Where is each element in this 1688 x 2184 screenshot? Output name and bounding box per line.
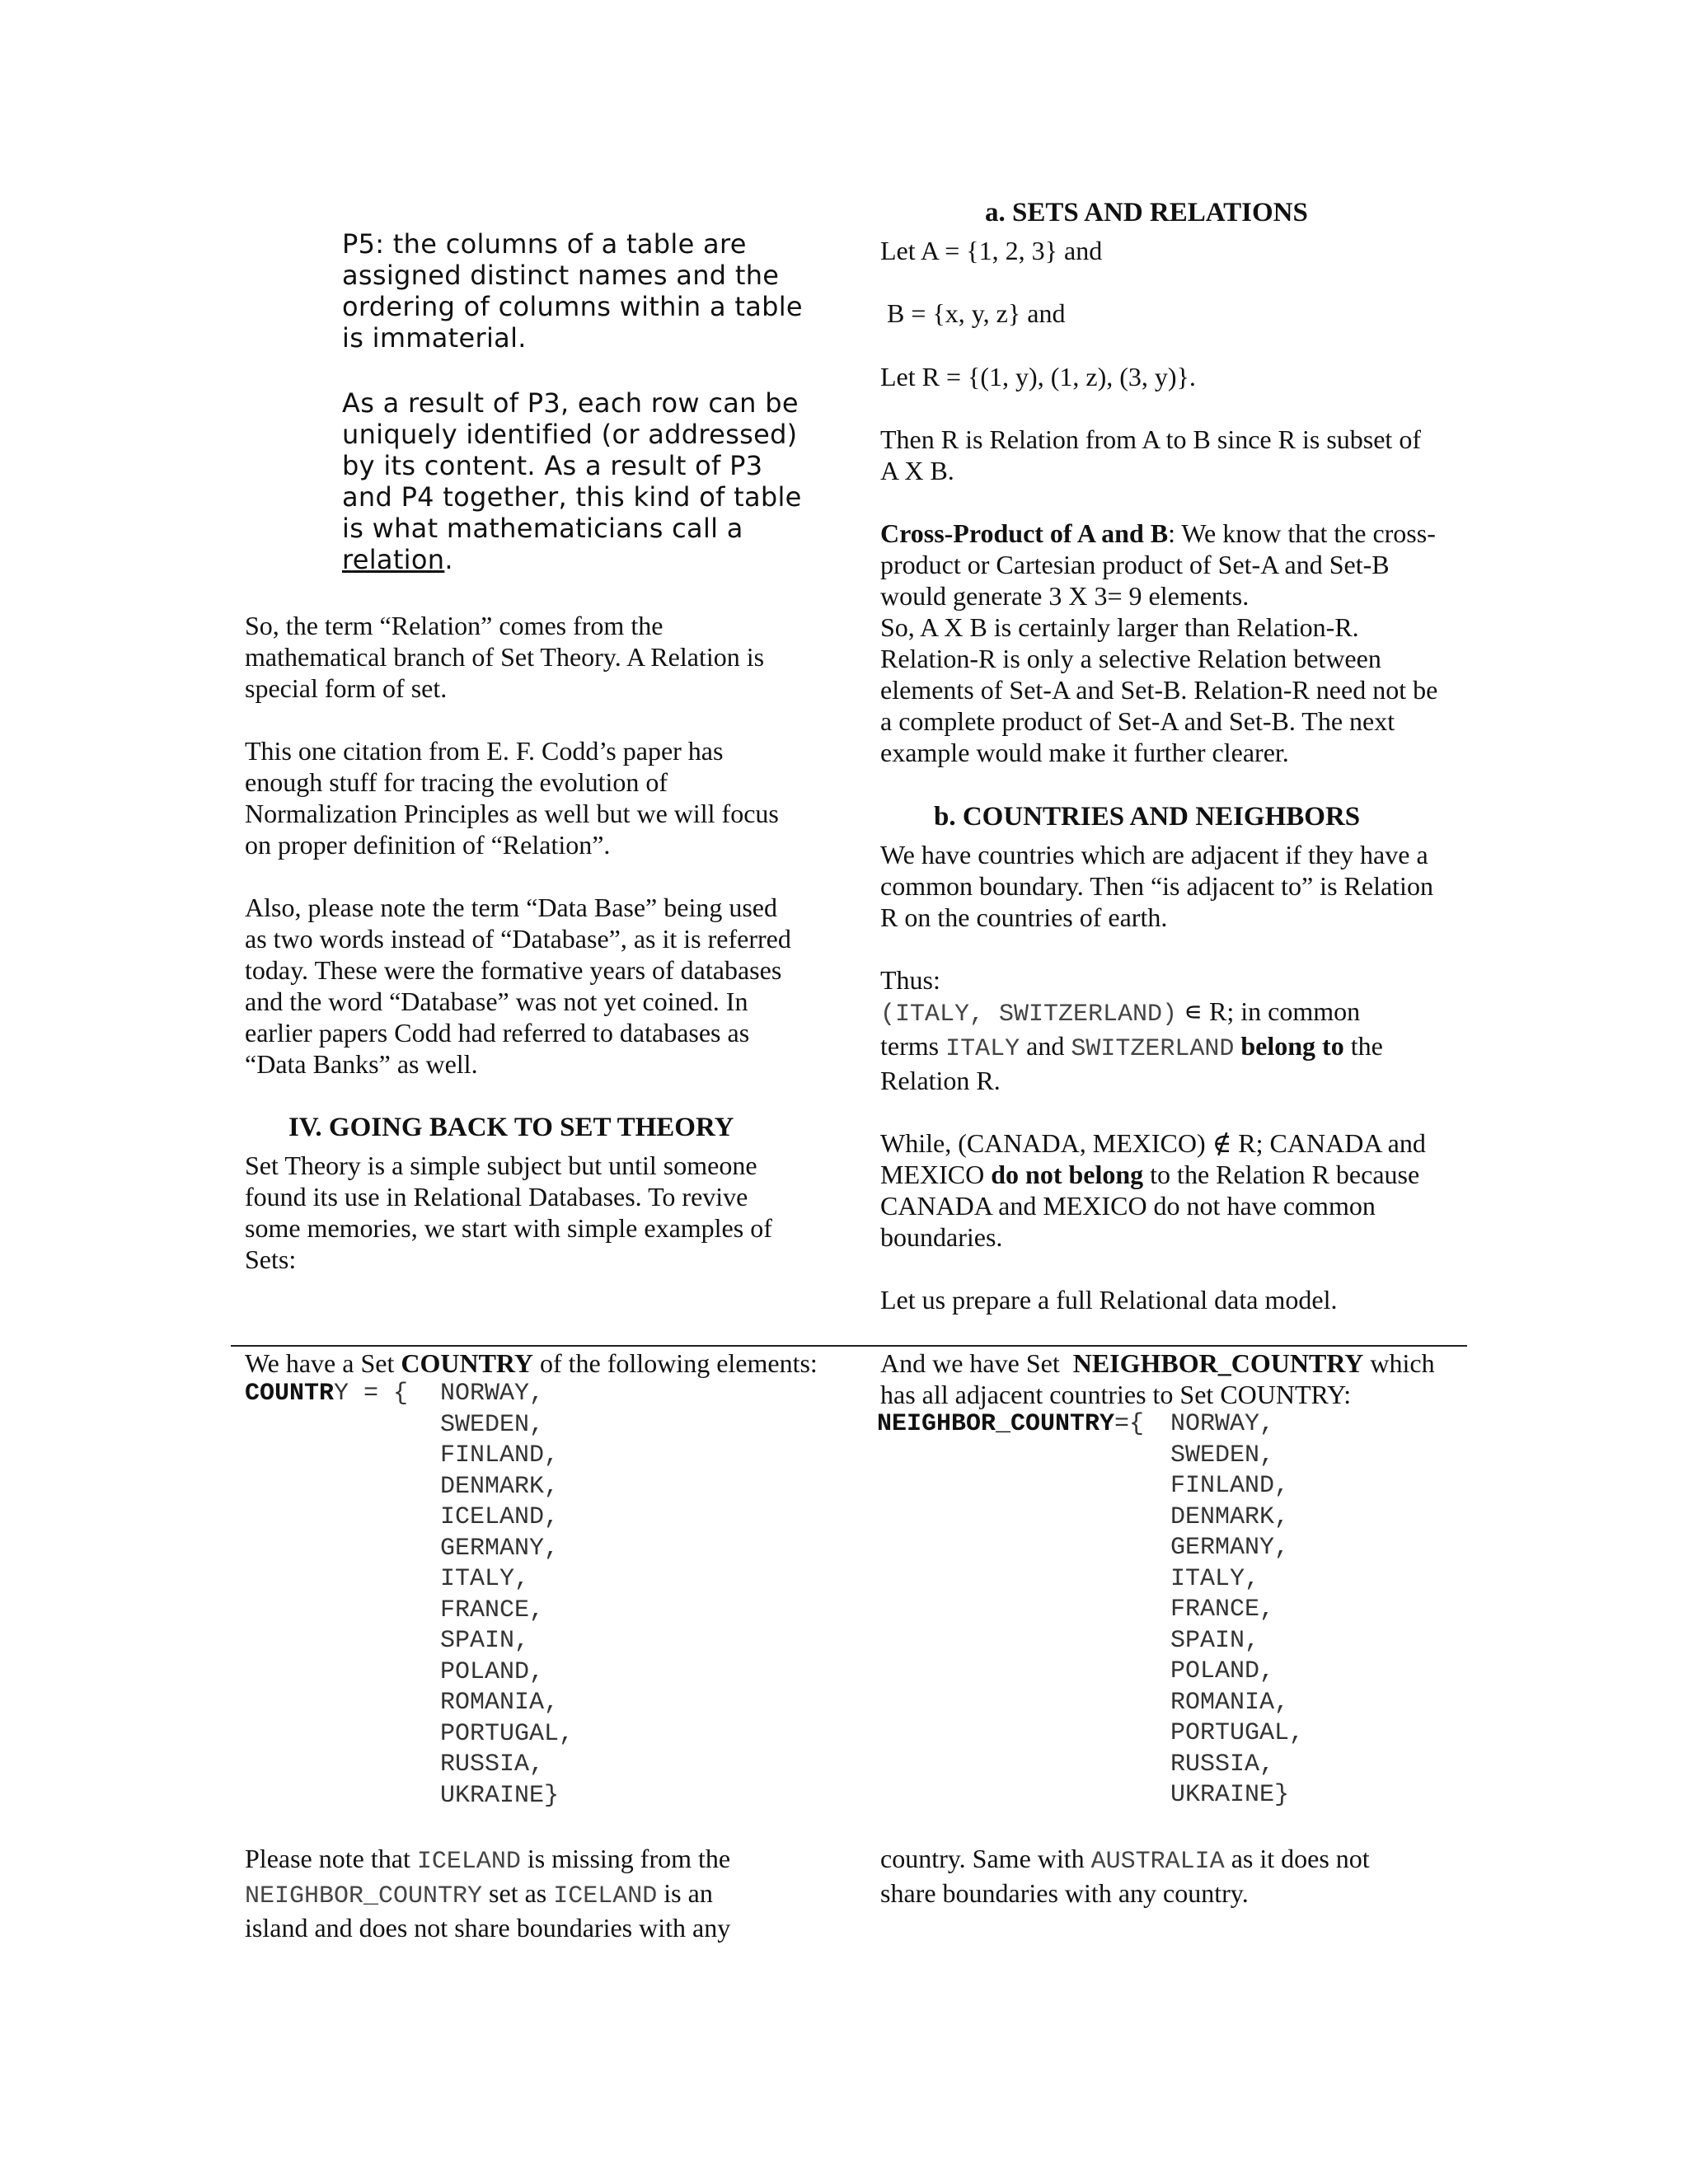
neighbor-set-name-bold: NEIGHBOR_COUNTRY	[877, 1410, 1115, 1438]
cross-product-label: Cross-Product of A and B	[880, 518, 1169, 548]
para-adjacent	[880, 839, 1441, 933]
list-item: FINLAND,	[1170, 1472, 1290, 1500]
pair-italy-switzerland: (ITALY, SWITZERLAND)	[880, 1001, 1178, 1029]
country-intro-pre: We have a Set	[245, 1348, 401, 1378]
country-intro-bold: COUNTRY	[401, 1348, 533, 1378]
canada-mexico-text	[880, 1127, 1441, 1253]
list-item: UKRAINE}	[440, 1781, 560, 1810]
let-b	[887, 298, 1447, 329]
list-item: PORTUGAL,	[440, 1719, 574, 1748]
note-line-2	[245, 1877, 822, 1912]
quote-p5	[342, 228, 804, 354]
country-set-name-rest: Y = {	[334, 1380, 424, 1408]
neighbor-intro-bold: NEIGHBOR_COUNTRY	[1072, 1348, 1364, 1378]
belong-to-bold: belong to	[1234, 1031, 1344, 1061]
let-b-text: B = {x, y, z} and	[887, 298, 1066, 328]
list-item: GERMANY,	[440, 1534, 560, 1563]
para-database	[245, 892, 797, 1080]
the-relation-text: the Relation R.	[880, 1031, 1383, 1095]
list-item: FINLAND,	[440, 1441, 560, 1469]
list-item: POLAND,	[440, 1657, 545, 1686]
then-r	[880, 424, 1441, 486]
list-item: ROMANIA,	[440, 1689, 560, 1717]
note-line-3: island and does not share boundaries with any	[245, 1913, 731, 1943]
list-item: NORWAY,	[440, 1380, 545, 1408]
note-line-1	[245, 1843, 822, 1877]
list-item: FRANCE,	[1170, 1596, 1275, 1624]
para-let-us	[880, 1284, 1449, 1315]
list-item: SPAIN,	[1170, 1626, 1260, 1655]
neighbor-intro	[880, 1347, 1457, 1410]
quote-p5-text: P5: the columns of a table are assigned distinct names and the ordering of columns within a table is immaterial.	[342, 228, 803, 354]
then-r-text: Then R is Relation from A to B since R is subset of A X B.	[880, 424, 1421, 485]
neighbor-intro-pre: And we have Set	[880, 1348, 1073, 1378]
list-item: UKRAINE}	[1170, 1781, 1290, 1809]
list-item: POLAND,	[1170, 1657, 1275, 1685]
quote-result-pre: As a result of P3, each row can be uniquely identified (or addressed) by its content. As a result of P3 and P4 together, this kind of table is what mathematicians call a	[342, 387, 802, 544]
note-iceland2-mono: ICELAND	[553, 1882, 658, 1910]
country-set-name-line	[245, 1379, 423, 1410]
note-mid: is missing from the	[520, 1844, 731, 1873]
continuation-australia	[880, 1843, 1457, 1909]
switzerland-mono: SWITZERLAND	[1071, 1035, 1235, 1063]
heading-set-theory: IV. GOING BACK TO SET THEORY	[288, 1113, 734, 1142]
cont-pre: country. Same with	[880, 1844, 1091, 1873]
cross-product-rest: : We know that the cross-product or Cartesian product of Set-A and Set-B would generate 3 X 3= 9 elements.	[880, 518, 1436, 611]
country-intro	[245, 1347, 871, 1379]
para-set-theory-text: Set Theory is a simple subject but until someone found its use in Relational Databases. To revive some memories, we start with simple examples of Sets:	[245, 1151, 772, 1274]
quote-result-post: .	[444, 544, 453, 575]
thus-text: Thus:	[880, 965, 940, 995]
para-cross-product	[880, 518, 1441, 768]
cont-post: as it does not	[1224, 1844, 1370, 1873]
country-list	[440, 1379, 574, 1811]
quote-relation-word: relation	[342, 544, 445, 575]
neighbor-list	[1170, 1409, 1304, 1811]
note-set-as: set as	[482, 1878, 554, 1908]
country-intro-post: of the following elements:	[533, 1348, 818, 1378]
let-r-text: Let R = {(1, y), (1, z), (3, y)}.	[880, 362, 1196, 391]
list-item: SWEDEN,	[1170, 1441, 1275, 1469]
cross-product-text	[880, 518, 1441, 612]
italy-switzerland-line	[880, 996, 1449, 1030]
let-a	[880, 235, 1441, 266]
list-item: RUSSIA,	[440, 1750, 545, 1779]
italy-mono: ITALY	[945, 1035, 1020, 1063]
neighbor-intro-post: which has all adjacent countries to Set COUNTRY:	[880, 1348, 1435, 1409]
note-neighbor-mono: NEIGHBOR_COUNTRY	[245, 1882, 483, 1910]
quote-result-text	[342, 387, 804, 575]
list-item: ITALY,	[440, 1565, 530, 1593]
list-item: RUSSIA,	[1170, 1750, 1275, 1779]
terms-word: terms	[880, 1031, 946, 1061]
quote-result	[342, 387, 804, 575]
table-top-rule	[231, 1345, 1467, 1347]
list-item: ROMANIA,	[1170, 1688, 1290, 1717]
list-item: NORWAY,	[1170, 1410, 1275, 1438]
cross-product-more: So, A X B is certainly larger than Relation-R. Relation-R is only a selective Relation between elements of Set-A and Set-B. Relation-R need not be a complete product of Set-A and Set-B. The next example would make it further clearer.	[880, 612, 1438, 767]
para-citation	[245, 735, 781, 860]
country-set-name-bold: COUNTR	[245, 1380, 335, 1408]
while-post: to the Relation R because CANADA and MEXICO do not have common boundaries.	[880, 1160, 1420, 1252]
para-adjacent-text: We have countries which are adjacent if they have a common boundary. Then “is adjacent to” is Relation R on the countries of earth.	[880, 840, 1433, 932]
para-canada-mexico	[880, 1127, 1441, 1253]
let-a-text: Let A = {1, 2, 3} and	[880, 236, 1103, 265]
list-item: SWEDEN,	[440, 1410, 545, 1439]
list-item: ITALY,	[1170, 1564, 1260, 1593]
heading-sets-relations: a. SETS AND RELATIONS	[985, 198, 1308, 227]
do-not-belong-bold: do not belong	[991, 1160, 1144, 1189]
belong-line	[880, 1030, 1449, 1096]
list-item: ICELAND,	[440, 1503, 560, 1531]
para-set-theory	[245, 1150, 781, 1275]
para-citation-text: This one citation from E. F. Codd’s paper has enough stuff for tracing the evolution of Normalization Principles as well but we will focus on proper definition of “Relation”.	[245, 736, 779, 860]
para-relation	[245, 610, 781, 704]
in-r-text: ∊ R; in common	[1177, 996, 1361, 1026]
while-pre: While, (CANADA, MEXICO) ∉ R; CANADA and MEXICO	[880, 1128, 1426, 1189]
list-item: DENMARK,	[1170, 1502, 1290, 1531]
para-thus	[880, 964, 1449, 1096]
let-us-text: Let us prepare a full Relational data model.	[880, 1285, 1338, 1315]
neighbor-set-name-rest: ={	[1114, 1410, 1145, 1438]
australia-mono: AUSTRALIA	[1090, 1848, 1225, 1876]
let-r	[880, 361, 1441, 392]
list-item: SPAIN,	[440, 1627, 530, 1655]
heading-countries-neighbors: b. COUNTRIES AND NEIGHBORS	[934, 802, 1361, 832]
note-pre: Please note that	[245, 1844, 417, 1873]
list-item: FRANCE,	[440, 1596, 545, 1624]
list-item: GERMANY,	[1170, 1534, 1290, 1562]
para-relation-text: So, the term “Relation” comes from the mathematical branch of Set Theory. A Relation is special form of set.	[245, 611, 765, 703]
neighbor-set-label	[877, 1409, 1144, 1441]
country-intro-text	[245, 1347, 871, 1379]
para-database-text: Also, please note the term “Data Base” being used as two words instead of “Database”, as it is referred today. These were the formative years of databases and the word “Database” was not yet coined. In earlier papers Codd had referred to databases as “Data Banks” as well.	[245, 893, 791, 1079]
cont-line-1	[880, 1843, 1457, 1877]
cont-line-2: share boundaries with any country.	[880, 1878, 1249, 1908]
note-iceland	[245, 1843, 822, 1943]
note-iceland-mono: ICELAND	[416, 1848, 521, 1876]
note-is-an: is an	[657, 1878, 713, 1908]
neighbor-set-name-line	[877, 1409, 1144, 1441]
list-item: DENMARK,	[440, 1472, 560, 1501]
neighbor-intro-text	[880, 1347, 1457, 1410]
and-word: and	[1020, 1031, 1071, 1061]
country-set-label	[245, 1379, 423, 1410]
list-item: PORTUGAL,	[1170, 1719, 1305, 1747]
